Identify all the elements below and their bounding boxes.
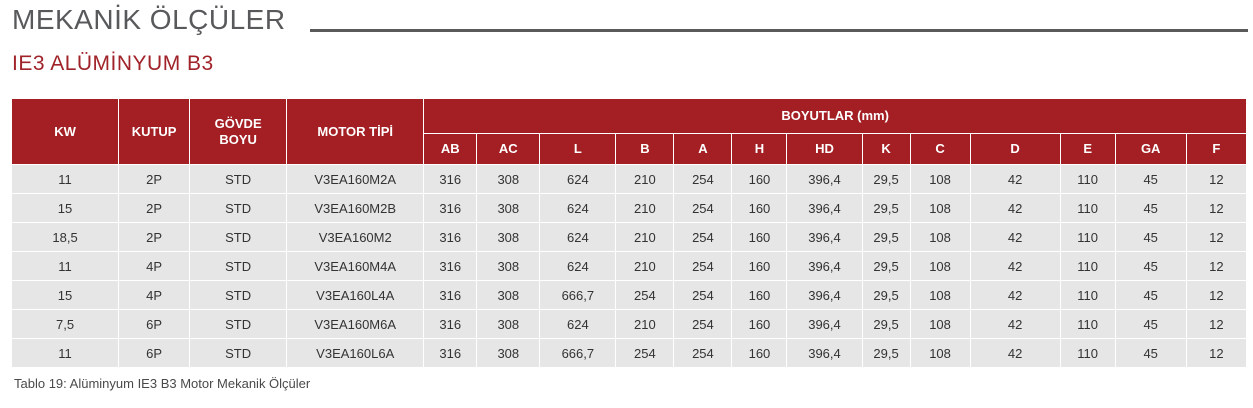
table-cell: 4P [119, 252, 190, 281]
header-dim-e: E [1060, 134, 1115, 165]
table-cell: V3EA160M2A [287, 165, 424, 194]
table-cell: 396,4 [787, 223, 862, 252]
table-cell: 254 [674, 339, 732, 368]
table-cell: 12 [1186, 310, 1246, 339]
table-cell: 254 [674, 223, 732, 252]
table-cell: 108 [910, 165, 970, 194]
table-cell: 210 [616, 310, 674, 339]
table-cell: 108 [910, 223, 970, 252]
header-dim-hd: HD [787, 134, 862, 165]
table-cell: 316 [424, 310, 477, 339]
table-cell: 108 [910, 310, 970, 339]
header-govde-boyu-label: GÖVDE BOYU [214, 115, 262, 147]
table-cell: 45 [1115, 281, 1186, 310]
table-cell: V3EA160M6A [287, 310, 424, 339]
table-cell: 42 [970, 165, 1060, 194]
table-cell: STD [190, 165, 287, 194]
table-cell: 308 [477, 194, 540, 223]
table-row [12, 310, 1247, 339]
table-cell: 29,5 [862, 252, 910, 281]
table-cell: 396,4 [787, 165, 862, 194]
header-dim-b: B [616, 134, 674, 165]
table-cell: 624 [540, 252, 616, 281]
header-kw: KW [12, 99, 119, 165]
table-cell: 254 [674, 310, 732, 339]
table-cell: 6P [119, 310, 190, 339]
table-cell: 396,4 [787, 194, 862, 223]
table-cell: 308 [477, 281, 540, 310]
header-govde-boyu [190, 99, 287, 165]
header-boyutlar: BOYUTLAR (mm) [424, 99, 1247, 134]
table-cell: 45 [1115, 310, 1186, 339]
table-cell: 316 [424, 194, 477, 223]
table-cell: 29,5 [862, 223, 910, 252]
header-dim-k: K [862, 134, 910, 165]
table-cell: 7,5 [12, 310, 119, 339]
table-cell: 308 [477, 165, 540, 194]
table-row [12, 165, 1247, 194]
table-cell: V3EA160M2B [287, 194, 424, 223]
table-cell: 29,5 [862, 339, 910, 368]
table-cell: 108 [910, 252, 970, 281]
table-cell: 316 [424, 252, 477, 281]
table-cell: 396,4 [787, 310, 862, 339]
table-cell: 110 [1060, 165, 1115, 194]
table-cell: 308 [477, 339, 540, 368]
header-dim-ab: AB [424, 134, 477, 165]
header-dim-d: D [970, 134, 1060, 165]
table-body [12, 165, 1247, 368]
table-cell: 624 [540, 223, 616, 252]
table-row [12, 252, 1247, 281]
table-cell: 15 [12, 194, 119, 223]
table-cell: 160 [732, 252, 787, 281]
table-cell: 624 [540, 165, 616, 194]
table-row [12, 223, 1247, 252]
header-dim-c: C [910, 134, 970, 165]
table-cell: 108 [910, 194, 970, 223]
table-cell: 254 [674, 281, 732, 310]
table-cell: 11 [12, 165, 119, 194]
table-cell: 624 [540, 310, 616, 339]
table-cell: 15 [12, 281, 119, 310]
title-row [12, 2, 1248, 42]
table-row [12, 281, 1247, 310]
table-cell: 12 [1186, 252, 1246, 281]
table-cell: 160 [732, 223, 787, 252]
header-motor-tipi: MOTOR TİPİ [287, 99, 424, 165]
table-cell: 2P [119, 165, 190, 194]
table-cell: 6P [119, 339, 190, 368]
table-cell: 12 [1186, 223, 1246, 252]
table-cell: 12 [1186, 339, 1246, 368]
table-cell: 42 [970, 223, 1060, 252]
table-cell: 160 [732, 165, 787, 194]
table-cell: V3EA160L4A [287, 281, 424, 310]
table-caption: Tablo 19: Alüminyum IE3 B3 Motor Mekanik Ölçüler [14, 376, 311, 391]
header-dim-h: H [732, 134, 787, 165]
header-kutup: KUTUP [119, 99, 190, 165]
table-cell: 308 [477, 252, 540, 281]
table-cell: 254 [616, 281, 674, 310]
table-cell: 11 [12, 339, 119, 368]
table-cell: 11 [12, 252, 119, 281]
table-cell: 396,4 [787, 281, 862, 310]
title-rule [310, 29, 1248, 32]
table-cell: 254 [674, 165, 732, 194]
table-cell: 254 [674, 194, 732, 223]
table-row [12, 194, 1247, 223]
table-cell: 396,4 [787, 339, 862, 368]
header-dim-f: F [1186, 134, 1246, 165]
table-cell: 316 [424, 165, 477, 194]
table-cell: 2P [119, 194, 190, 223]
table-cell: 42 [970, 339, 1060, 368]
table-cell: 308 [477, 310, 540, 339]
table-cell: 110 [1060, 223, 1115, 252]
table-cell: STD [190, 310, 287, 339]
table-cell: 42 [970, 194, 1060, 223]
table-cell: 4P [119, 281, 190, 310]
table-cell: 12 [1186, 194, 1246, 223]
table-cell: 42 [970, 281, 1060, 310]
section-subtitle: IE3 ALÜMİNYUM B3 [12, 52, 214, 75]
table-cell: V3EA160M2 [287, 223, 424, 252]
table-cell: 18,5 [12, 223, 119, 252]
table-cell: 308 [477, 223, 540, 252]
table-cell: 29,5 [862, 194, 910, 223]
table-cell: 29,5 [862, 281, 910, 310]
table-cell: 2P [119, 223, 190, 252]
table-cell: STD [190, 223, 287, 252]
table-row [12, 339, 1247, 368]
table-cell: 210 [616, 194, 674, 223]
table-cell: 666,7 [540, 281, 616, 310]
table-header-row [12, 99, 1247, 134]
table-cell: 110 [1060, 252, 1115, 281]
table-cell: V3EA160M4A [287, 252, 424, 281]
table-cell: STD [190, 339, 287, 368]
table-cell: V3EA160L6A [287, 339, 424, 368]
table-cell: 254 [616, 339, 674, 368]
table-cell: STD [190, 252, 287, 281]
table-cell: 110 [1060, 310, 1115, 339]
table-cell: 160 [732, 281, 787, 310]
table-cell: 210 [616, 223, 674, 252]
table-cell: 42 [970, 310, 1060, 339]
table-cell: 160 [732, 194, 787, 223]
table-cell: 160 [732, 339, 787, 368]
dimensions-table [11, 98, 1247, 368]
table-cell: 210 [616, 165, 674, 194]
table-cell: 316 [424, 223, 477, 252]
table-cell: 45 [1115, 194, 1186, 223]
header-dim-ac: AC [477, 134, 540, 165]
page-title: MEKANİK ÖLÇÜLER [12, 4, 286, 35]
table-cell: 45 [1115, 339, 1186, 368]
table-cell: 624 [540, 194, 616, 223]
table-cell: STD [190, 281, 287, 310]
table-cell: 316 [424, 339, 477, 368]
header-dim-ga: GA [1115, 134, 1186, 165]
table-cell: 316 [424, 281, 477, 310]
table-cell: 29,5 [862, 165, 910, 194]
header-dim-l: L [540, 134, 616, 165]
header-dim-a: A [674, 134, 732, 165]
table-cell: 110 [1060, 281, 1115, 310]
table-cell: 396,4 [787, 252, 862, 281]
table-cell: 666,7 [540, 339, 616, 368]
table-cell: 160 [732, 310, 787, 339]
table-cell: 45 [1115, 223, 1186, 252]
table-cell: 12 [1186, 165, 1246, 194]
table-cell: 110 [1060, 339, 1115, 368]
table-cell: 108 [910, 339, 970, 368]
table-cell: 254 [674, 252, 732, 281]
table-cell: 110 [1060, 194, 1115, 223]
table-cell: 42 [970, 252, 1060, 281]
table-cell: 108 [910, 281, 970, 310]
table-cell: 45 [1115, 165, 1186, 194]
table-cell: 29,5 [862, 310, 910, 339]
table-cell: 45 [1115, 252, 1186, 281]
table-cell: 12 [1186, 281, 1246, 310]
table-cell: 210 [616, 252, 674, 281]
table-cell: STD [190, 194, 287, 223]
